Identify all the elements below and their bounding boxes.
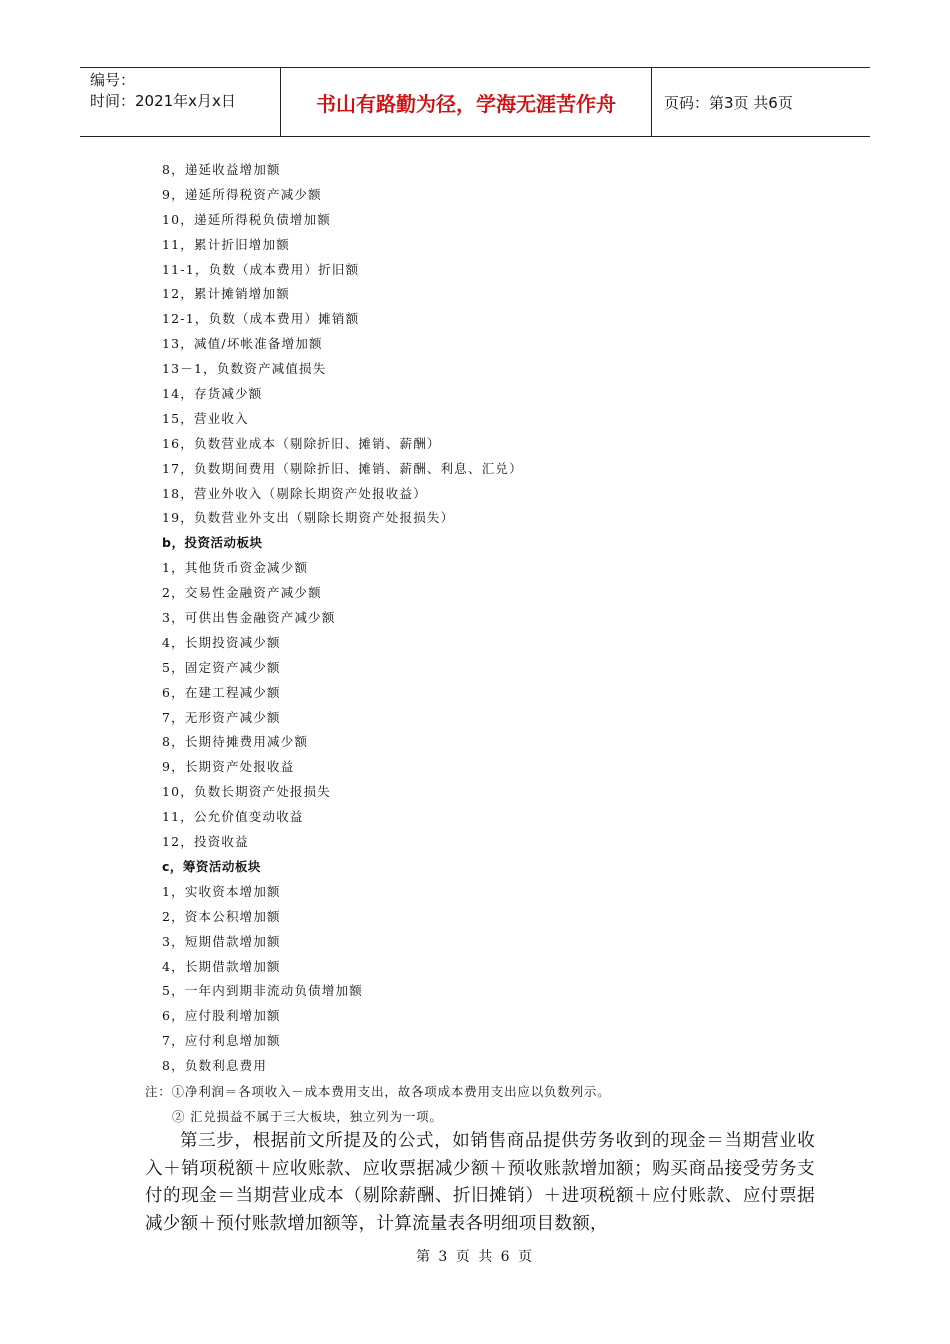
section-heading-investing: b，投资活动板块 bbox=[162, 535, 263, 551]
list-item: 12-1，负数（成本费用）摊销额 bbox=[162, 311, 360, 327]
list-item: 6，在建工程减少额 bbox=[162, 684, 281, 700]
list-item: 8，长期待摊费用减少额 bbox=[162, 734, 309, 750]
list-item: 6，应付股利增加额 bbox=[162, 1008, 281, 1024]
list-item: 8，负数利息费用 bbox=[162, 1058, 268, 1074]
document-date-label: 时间：2021年x月x日 bbox=[90, 92, 236, 110]
list-item: 13，减值/坏帐准备增加额 bbox=[162, 336, 323, 352]
list-item: 7，应付利息增加额 bbox=[162, 1033, 281, 1049]
list-item: 9，递延所得税资产减少额 bbox=[162, 186, 322, 202]
list-item: 13－1，负数资产减值损失 bbox=[162, 361, 327, 377]
list-item: 11，公允价值变动收益 bbox=[162, 809, 304, 825]
list-item: 7，无形资产减少额 bbox=[162, 709, 281, 725]
header-page-label: 页码：第3页 共6页 bbox=[664, 93, 793, 112]
note-2: ② 汇兑损益不属于三大板块，独立列为一项。 bbox=[172, 1109, 443, 1124]
list-item: 3，可供出售金融资产减少额 bbox=[162, 610, 336, 626]
notes bbox=[145, 1079, 611, 1129]
list-item: 12，投资收益 bbox=[162, 834, 249, 850]
list-item: 5，固定资产减少额 bbox=[162, 659, 281, 675]
list-item: 4，长期借款增加额 bbox=[162, 958, 281, 974]
list-item: 2，资本公积增加额 bbox=[162, 908, 281, 924]
page-header bbox=[80, 67, 870, 137]
list-item: 5，一年内到期非流动负债增加额 bbox=[162, 983, 363, 999]
list-item: 10，负数长期资产处报损失 bbox=[162, 784, 332, 800]
note-1: 注：①净利润＝各项收入－成本费用支出，故各项成本费用支出应以负数列示。 bbox=[145, 1084, 611, 1099]
list-item: 11，累计折旧增加额 bbox=[162, 236, 290, 252]
list-item: 19，负数营业外支出（剔除长期资产处报损失） bbox=[162, 510, 455, 526]
list-item: 1，实收资本增加额 bbox=[162, 883, 281, 899]
header-motto: 书山有路勤为径，学海无涯苦作舟 bbox=[280, 68, 652, 136]
list-item: 14，存货减少额 bbox=[162, 386, 263, 402]
header-meta bbox=[80, 68, 280, 136]
list-item: 16，负数营业成本（剔除折旧、摊销、薪酬） bbox=[162, 435, 441, 451]
page-footer: 第 3 页 共 6 页 bbox=[415, 1249, 535, 1265]
list-item: 8，递延收益增加额 bbox=[162, 162, 281, 177]
list-item: 17，负数期间费用（剔除折旧、摊销、薪酬、利息、汇兑） bbox=[162, 460, 523, 476]
body-paragraph bbox=[145, 1128, 815, 1238]
list-item: 3，短期借款增加额 bbox=[162, 933, 281, 949]
list-item: 18，营业外收入（剔除长期资产处报收益） bbox=[162, 485, 427, 501]
list-item: 1，其他货币资金减少额 bbox=[162, 560, 309, 576]
section-heading-financing: c，筹资活动板块 bbox=[162, 858, 261, 874]
list-item: 9，长期资产处报收益 bbox=[162, 759, 295, 775]
list-item: 12，累计摊销增加额 bbox=[162, 286, 290, 302]
list-item: 15，营业收入 bbox=[162, 410, 249, 426]
list-item: 10，递延所得税负债增加额 bbox=[162, 211, 332, 227]
list-item: 2，交易性金融资产减少额 bbox=[162, 585, 322, 601]
cashflow-item-list bbox=[162, 158, 523, 1079]
list-item: 4，长期投资减少额 bbox=[162, 634, 281, 650]
document-number-label: 编号： bbox=[90, 71, 136, 89]
list-item: 11-1，负数（成本费用）折旧额 bbox=[162, 261, 360, 277]
paragraph-text: 第三步，根据前文所提及的公式，如销售商品提供劳务收到的现金＝当期营业收入＋销项税额＋应收账款、应收票据减少额＋预收账款增加额；购买商品接受劳务支付的现金＝当期营业成本（剔除薪酬、折旧摊销）＋进项税额＋应付账款、应付票据减少额＋预付账款增加额等，计算流量表各明细项目数额， bbox=[145, 1131, 815, 1234]
